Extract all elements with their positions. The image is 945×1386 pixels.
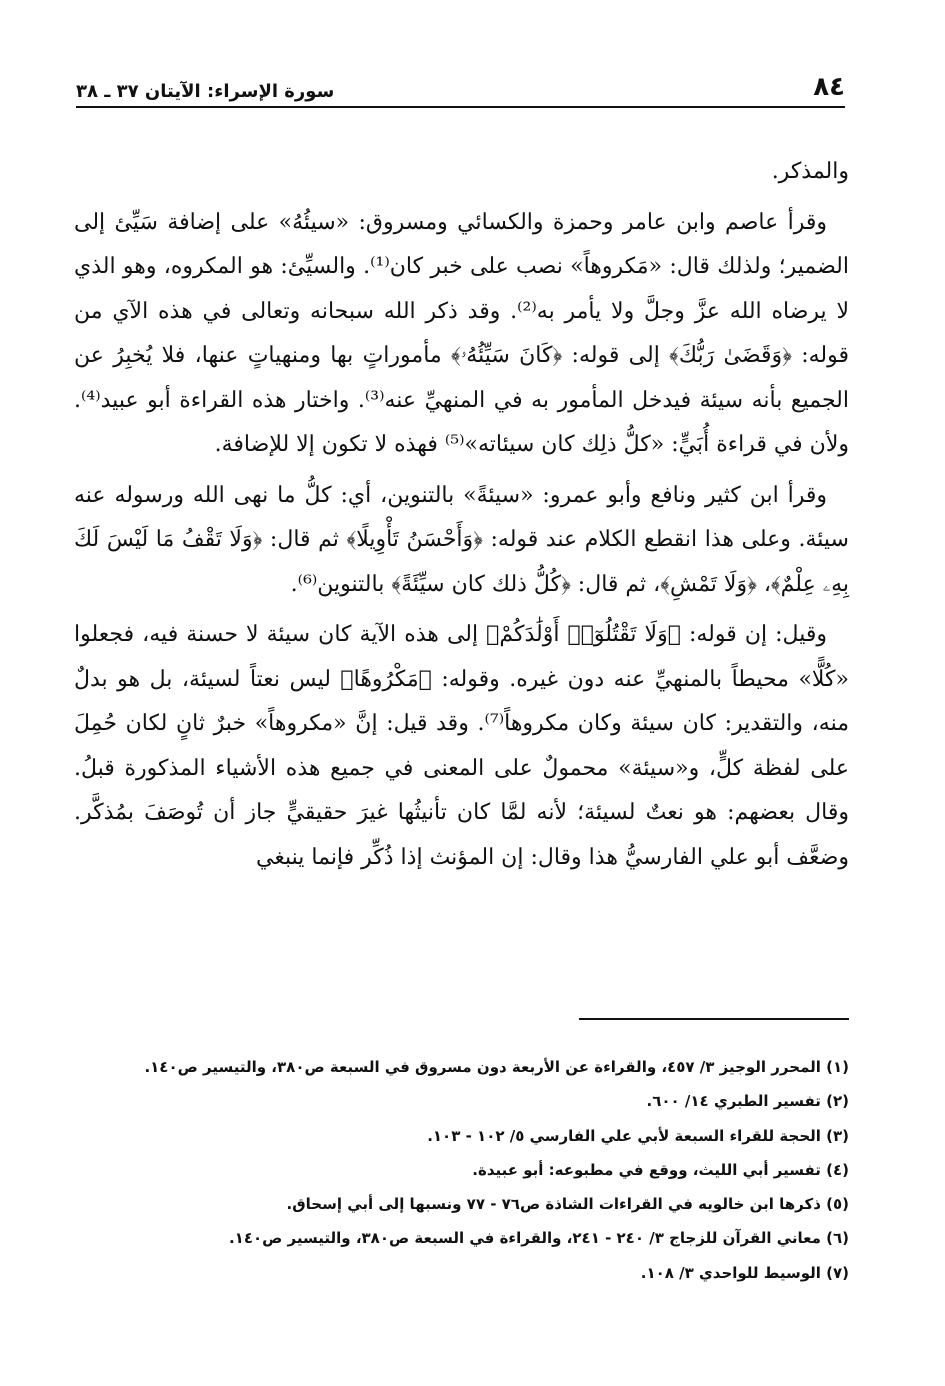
footnote-2: (٢) تفسير الطبري ١٤/ ٦٠٠. — [646, 1092, 849, 1111]
footnote-1: (١) المحرر الوجيز ٣/ ٤٥٧، والقراءة عن الأربعة دون مسروق في السبعة ص٣٨٠، والتيسير ص١٤٠. — [144, 1058, 849, 1076]
footnote-7: (٧) الوسيط للواحدي ٣/ ١٠٨. — [640, 1263, 849, 1282]
paragraph: وقرأ ابن كثير ونافع وأبو عمرو: «سيئةً» بالتنوين، أي: كلُّ ما نهى الله ورسوله عنه سيئة. وعلى هذا انقطع الكلام عند قوله: ﴿وَأَحْسَنُ تَأْوِيلًا﴾ ثم قال: ﴿وَلَا تَقْفُ مَا لَيْسَ لَكَ بِهِۦ عِلْمٌ﴾، ﴿وَلَا تَمْشِ﴾، ثم قال: ﴿كُلُّ ذلك كان سيِّئَةً﴾ بالتنوين⁽⁶⁾. — [74, 482, 849, 597]
paragraph: وقرأ عاصم وابن عامر وحمزة والكسائي ومسروق: «سيئُهُ» على إضافة سَيِّئ إلى الضمير؛ ولذلك قال: «مَكروهاً» نصب على خبر كان⁽¹⁾. والسيِّئ: هو المكروه، وهو الذي لا يرضاه الله عزَّ وجلَّ ولا يأمر به⁽²⁾. وقد ذكر الله سبحانه وتعالى في هذه الآي من قوله: ﴿وَقَضَىٰ رَبُّكَ﴾ إلى قوله: ﴿كَانَ سَيِّئُهُۥ﴾ مأموراتٍ بها ومنهياتٍ عنها، فلا يُخبِرُ عن الجميع بأنه سيئة فيدخل المأمور به في المنهيِّ عنه⁽³⁾. واختار هذه القراءة أبو عبيد⁽⁴⁾. ولأن في قراءة أُبَيٍّ: «كلُّ ذلِك كان سيئاته»⁽⁵⁾ فهذه لا تكون إلا للإضافة. — [74, 209, 850, 457]
footnote-4: (٤) تفسير أبي الليث، ووقع في مطبوعه: أبو عبيدة. — [472, 1160, 849, 1179]
paragraph: وقيل: إن قوله: ﴿وَلَا تَقْتُلُوٓا۟ أَوْلَٰدَكُمْ﴾ إلى هذه الآية كان سيئة لا حسنة فيه، فجعلوا «كُلًّا» محيطاً بالمنهيِّ عنه دون غيره. وقوله: ﴿مَكْرُوهًا﴾ ليس نعتاً لسيئة، بل هو بدلٌ منه، والتقدير: كان سيئة وكان مكروهاً⁽⁷⁾. وقد قيل: إنَّ «مكروهاً» خبرٌ ثانٍ لكان حُمِلَ على لفظة كلٍّ، و«سيئة» محمولٌ على المعنى في جميع هذه الأشياء المذكورة قبلُ. وقال بعضهم: هو نعتٌ لسيئة؛ لأنه لمَّا كان تأنيثُها غيرَ حقيقيٍّ جاز أن تُوصَفَ بمُذكَّر. وضعَّف أبو علي الفارسيُّ هذا وقال: إن المؤنث إذا ذُكِّر فإنما ينبغي — [74, 622, 849, 870]
main-text — [74, 150, 849, 886]
footnote-3: (٣) الحجة للقراء السبعة لأبي علي الفارسي ٥/ ١٠٢ - ١٠٣. — [427, 1126, 849, 1145]
footnote-5: (٥) ذكرها ابن خالويه في القراءات الشاذة ص٧٦ - ٧٧ ونسبها إلى أبي إسحاق. — [286, 1195, 849, 1214]
page-header — [76, 66, 845, 108]
footnote-divider — [579, 1018, 849, 1020]
page-number: ٨٤ — [813, 72, 845, 102]
footnotes — [80, 1050, 849, 1290]
footnote-6: (٦) معاني القرآن للزجاج ٣/ ٢٤٠ - ٢٤١، والقراءة في السبعة ص٣٨٠، والتيسير ص١٤٠. — [228, 1229, 849, 1248]
running-title: سورة الإسراء: الآيتان ٣٧ ـ ٣٨ — [76, 81, 335, 102]
paragraph: والمذكر. — [771, 159, 849, 184]
